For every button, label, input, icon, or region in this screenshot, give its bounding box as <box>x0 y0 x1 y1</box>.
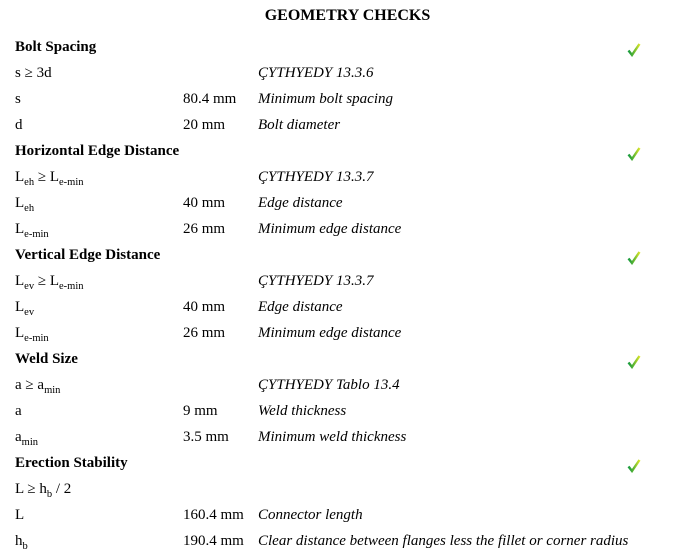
check-row-value: 3.5 mm <box>183 429 229 445</box>
check-row-value: 26 mm <box>183 221 226 237</box>
check-row <box>0 320 695 346</box>
check-row-symbol: L <box>15 507 25 523</box>
subscript: b <box>22 541 28 552</box>
check-row-symbol: $L \ge h_b / 2$ <box>15 481 72 500</box>
check-row-description: Minimum edge distance <box>258 325 402 341</box>
subscript: b <box>46 489 53 500</box>
check-row-description: ÇYTHYEDY 13.3.6 <box>258 65 374 81</box>
check-row-description: Bolt diameter <box>258 117 341 133</box>
section-heading-bolt-spacing <box>0 34 695 60</box>
check-row <box>0 216 695 242</box>
check-row-symbol: d <box>15 117 23 133</box>
check-row-symbol: $L_{ev}$ <box>15 299 35 318</box>
check-row-symbol: s ≥ 3d <box>15 65 52 81</box>
check-row-symbol: s <box>15 91 21 107</box>
check-pass-icon <box>627 248 641 262</box>
check-row-symbol: $a_{min}$ <box>15 429 39 448</box>
check-row-description: Edge distance <box>258 195 343 211</box>
check-row-value: 190.4 mm <box>183 533 244 549</box>
sections <box>0 34 695 554</box>
subscript: min <box>44 385 61 396</box>
check-row <box>0 190 695 216</box>
check-row-symbol: $a \ge a_{min}$ <box>15 377 61 396</box>
check-row-symbol: $L_{ev} \ge L_{e-min}$ <box>15 273 84 292</box>
check-row-symbol: $h_b$ <box>15 533 28 552</box>
check-row-description: Weld thickness <box>258 403 347 419</box>
subscript: ev <box>24 307 35 318</box>
check-row-description: Edge distance <box>258 299 343 315</box>
check-row-value: 9 mm <box>183 403 218 419</box>
check-row-description: Connector length <box>258 507 363 523</box>
check-row-value: 160.4 mm <box>183 507 244 523</box>
check-row-symbol: $L_{eh} \ge L_{e-min}$ <box>15 169 84 188</box>
check-row <box>0 502 695 528</box>
subscript: eh <box>24 177 35 188</box>
check-pass-icon <box>627 352 641 366</box>
check-row-value: 20 mm <box>183 117 226 133</box>
section-heading-vertical-edge-distance <box>0 242 695 268</box>
check-row <box>0 372 695 398</box>
check-row <box>0 60 695 86</box>
check-row <box>0 86 695 112</box>
subscript: min <box>21 437 39 448</box>
check-row <box>0 268 695 294</box>
page-title: GEOMETRY CHECKS <box>264 7 431 24</box>
subscript: e-min <box>59 177 84 188</box>
section-heading-erection-stability <box>0 450 695 476</box>
check-pass-icon <box>627 456 641 470</box>
subscript: e-min <box>24 229 49 240</box>
section-heading-label: Vertical Edge Distance <box>15 247 161 263</box>
section-heading-label: Erection Stability <box>15 455 128 471</box>
check-row <box>0 424 695 450</box>
check-row <box>0 528 695 554</box>
check-row-description: ÇYTHYEDY Tablo 13.4 <box>258 377 400 393</box>
check-row-description: Minimum bolt spacing <box>258 91 393 107</box>
check-row <box>0 294 695 320</box>
section-heading-weld-size <box>0 346 695 372</box>
section-heading-label: Weld Size <box>15 351 78 367</box>
check-row-description: Minimum edge distance <box>258 221 402 237</box>
subscript: e-min <box>24 333 49 344</box>
check-row <box>0 398 695 424</box>
check-row-value: 40 mm <box>183 195 226 211</box>
subscript: eh <box>24 203 35 214</box>
section-heading-horizontal-edge-distance <box>0 138 695 164</box>
check-pass-icon <box>627 144 641 158</box>
section-heading-label: Horizontal Edge Distance <box>15 143 180 159</box>
check-row-description: ÇYTHYEDY 13.3.7 <box>258 169 374 185</box>
check-row-description: Minimum weld thickness <box>258 429 407 445</box>
check-row <box>0 164 695 190</box>
check-row-value: 26 mm <box>183 325 226 341</box>
check-row <box>0 112 695 138</box>
check-pass-icon <box>627 40 641 54</box>
subscript: ev <box>24 281 35 292</box>
check-row <box>0 476 695 502</box>
check-row-symbol: $L_{eh}$ <box>15 195 35 214</box>
check-row-symbol: $L_{e-min}$ <box>15 325 49 344</box>
check-row-value: 80.4 mm <box>183 91 237 107</box>
subscript: e-min <box>59 281 84 292</box>
check-row-description: Clear distance between flanges less the fillet or corner radius <box>258 533 629 549</box>
check-row-description: ÇYTHYEDY 13.3.7 <box>258 273 374 289</box>
section-heading-label: Bolt Spacing <box>15 39 97 55</box>
check-row-symbol: a <box>15 403 22 419</box>
check-row-symbol: $L_{e-min}$ <box>15 221 49 240</box>
check-row-value: 40 mm <box>183 299 226 315</box>
